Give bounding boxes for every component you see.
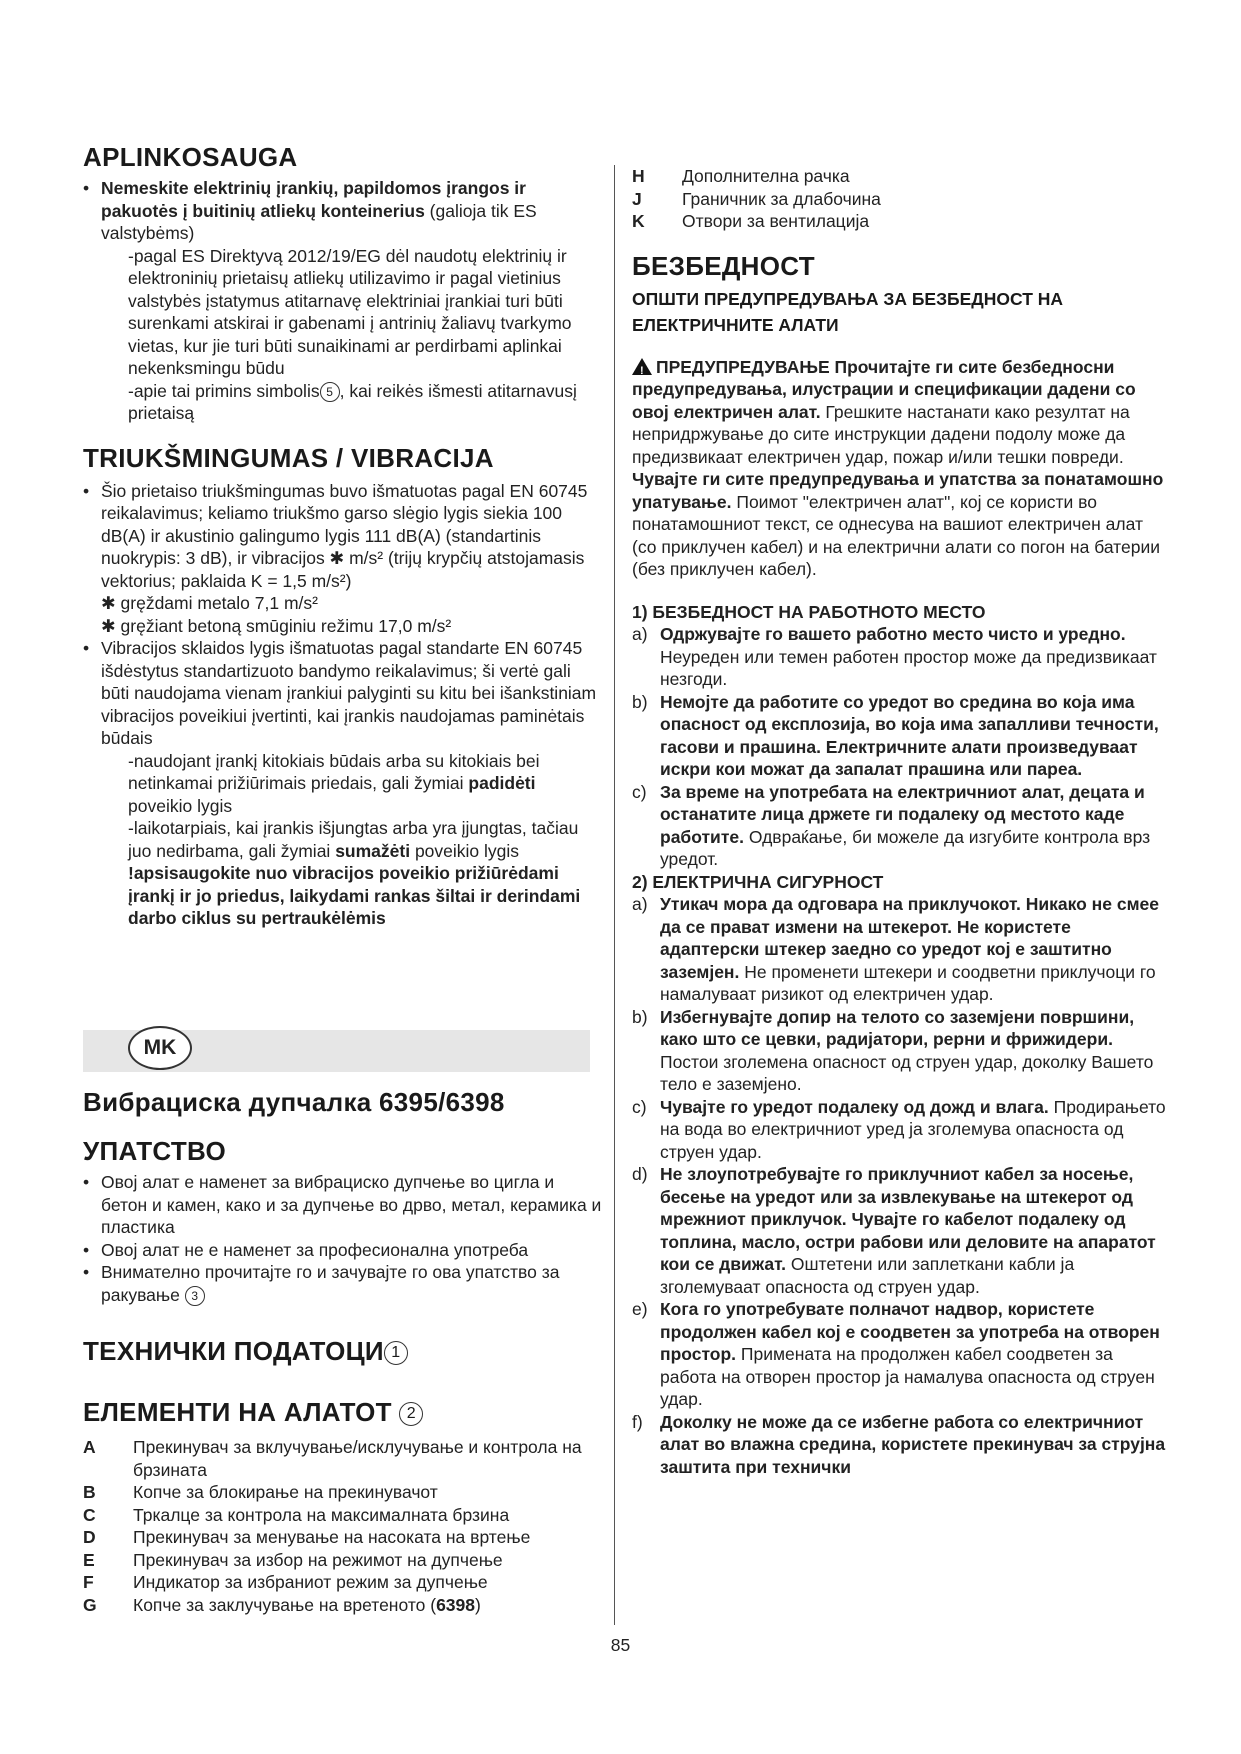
env-bullet (83, 177, 603, 245)
tech-title-text: ТЕХНИЧКИ ПОДАТОЦИ (83, 1336, 384, 1366)
rule-bold: Кога го употребувате полначот надвор, користете продолжен кабел кој е соодветен за употреба на отворен простор. (660, 1299, 1160, 1364)
list-item (632, 188, 1167, 211)
rule-bold: Доколку не може да се избегне работа со електричниот алат во влажна средина, користете прекинувач за струјна заштита при технички (660, 1411, 1166, 1477)
rule-2d (632, 1163, 1167, 1298)
product-title: Вибрациска дупчалка 6395/6398 (83, 1087, 505, 1117)
rule-text: Продирањето на вода во електричниот уред ја зголемува опасноста од струен удар. (660, 1096, 1166, 1162)
warning-text: Грешките настанати како резултат на непридржување до сите инструкции дадени подолу може да предизвикаат електричен удар, пожар и/или тешки повреди. (632, 401, 1130, 467)
manual-bullet-3 (83, 1261, 603, 1306)
element-label: Прекинувач за менување на насоката на вртење (133, 1527, 531, 1547)
rule-2c (632, 1096, 1167, 1164)
rule-2e (632, 1298, 1167, 1411)
section-2-heading: 2) ЕЛЕКТРИЧНА СИГУРНОСТ (632, 871, 884, 892)
rule-text: Одвраќање, би можеле да изгубите контрола врз уредот. (660, 826, 1151, 869)
rule-text: Примената на продолжен кабел соодветен за работа на отворен простор ја намалува опасноста од струен удар. (660, 1344, 1155, 1409)
list-item (632, 210, 1167, 233)
symbol-ref-5: 5 (320, 382, 340, 402)
list-item (83, 1526, 603, 1549)
safety-subtitle: ОПШТИ ПРЕДУПРЕДУВАЊА ЗА БЕЗБЕДНОСТ НА ЕЛЕКТРИЧНИТЕ АЛАТИ (632, 288, 1064, 335)
element-label: Тркалце за контрола на максималната брзина (133, 1504, 510, 1525)
noise-sub-3-bold: padidėti (468, 773, 536, 793)
env-sub2-text: -apie tai primins simbolis (128, 380, 320, 401)
element-key: J (632, 188, 642, 209)
list-item (632, 165, 1167, 188)
list-item (83, 1571, 603, 1594)
elements-title (83, 1397, 603, 1428)
warning-bold: ПРЕДУПРЕДУВАЊЕ Прочитајте ги сите безбедносни предупредувања, илустрации и спецификации дадени со овој електричен алат. (632, 356, 1136, 422)
rule-label: b) (632, 1006, 648, 1027)
language-badge: MK (128, 1026, 192, 1070)
element-label: Отвори за вентилација (682, 211, 870, 231)
manual-bullet-1: • Овој алат е наменет за вибрациско дупчење во цигла и бетон и камен, како и за дупчење во дрво, метал, керамика и пластика (83, 1171, 603, 1239)
rule-label: e) (632, 1299, 648, 1319)
rule-bold: За време на употребата на електричниот алат, децата и останатите лица држете ги подалеку од местото каде работите. (660, 781, 1145, 847)
figure-ref-3: 3 (185, 1286, 205, 1306)
element-key: A (83, 1437, 96, 1457)
element-key: D (83, 1527, 96, 1547)
warning-triangle-icon (632, 358, 652, 375)
list-item (83, 1549, 603, 1572)
rule-text: Не променети штекери и соодветни приклучоци го намалуваат ризикот од електричен удар. (660, 961, 1156, 1004)
env-sub2 (83, 380, 603, 425)
noise-bullet-2: • Vibracijos sklaidos lygis išmatuotas pagal standarte EN 60745 išdėstytus standartizuoto bandymo reikalavimus; ši vertė gali būti naudojama vienam įrankiui palyginti su kitu bei išankstiniam vibracijos poveikiui įvertinti, kai įrankis naudojamas paminėtais būdais (83, 637, 603, 750)
element-key: K (632, 211, 645, 231)
manual-bullet-3-text: Внимателно прочитајте го и зачувајте го ова упатство за ракување (101, 1262, 560, 1305)
noise-sub-4 (83, 817, 603, 862)
env-title: APLINKOSAUGA (83, 142, 298, 172)
element-label: Индикатор за избраниот режим за дупчење (133, 1572, 488, 1592)
rule-1b (632, 691, 1167, 781)
element-label: Дополнителна рачка (682, 166, 850, 186)
manual-title: УПАТСТВО (83, 1136, 226, 1166)
list-item (83, 1594, 603, 1617)
rule-bold: Одржувајте го вашето работно место чисто и уредно. (660, 624, 1126, 644)
element-key: C (83, 1504, 96, 1525)
section-1-heading: 1) БЕЗБЕДНОСТ НА РАБОТНОТО МЕСТО (632, 601, 986, 622)
element-label: Прекинувач за вклучување/исклучување и контрола на брзината (133, 1437, 582, 1480)
rule-label: a) (632, 894, 648, 914)
rule-1c (632, 781, 1167, 871)
element-label: Копче за блокирање на прекинувачот (133, 1482, 438, 1502)
rule-label: c) (632, 781, 647, 802)
general-warning (632, 356, 1167, 581)
rule-bold: Не злоупотребувајте го приклучниот кабел за носење, бесење на уредот или за извлекување на штекерот од мрежниот приклучок. Чувајте го кабелот подалеку од топлина, масло, остри рабови или деловите на апаратот кои се движат. (660, 1164, 1156, 1274)
rule-label: d) (632, 1164, 648, 1184)
rule-label: c) (632, 1096, 647, 1117)
figure-ref-1: 1 (384, 1341, 408, 1365)
noise-sub-3-text: -naudojant įrankį kitokiais būdais arba su kitokiais bei netinkamai prižiūrimais priedais, gali žymiai (128, 750, 540, 793)
env-bullet-bold: Nemeskite elektrinių įrankių, papildomos įrangos ir pakuotės į buitinių atliekų konteinerius (101, 178, 526, 221)
rule-bold: Избегнувајте допир на телото со заземјени површини, како што се цевки, радијатори, рерни и фрижидери. (660, 1006, 1135, 1049)
list-item (83, 1504, 603, 1527)
element-key: F (83, 1572, 94, 1592)
rule-bold: Утикач мора да одговара на приклучокот. Никако не смее да се прават измени на штекерот. Не користете адаптерски штекер заедно со уредот кој е заштитно заземјен. (660, 894, 1159, 982)
element-key: H (632, 166, 645, 186)
element-label: Копче за заклучување на вретеното ( (133, 1594, 437, 1615)
noise-sub-4-text-b: poveikio lygis (410, 840, 520, 861)
elements-list-cont (632, 165, 1167, 233)
right-column (632, 165, 1167, 1478)
elements-title-text: ЕЛЕМЕНТИ НА АЛАТОТ (83, 1397, 392, 1427)
elements-list (83, 1436, 603, 1616)
rule-2a (632, 893, 1167, 1006)
left-column-mk (83, 1087, 603, 1616)
element-label-bold: 6398 (436, 1594, 476, 1615)
element-label: Граничник за длабочина (682, 188, 881, 209)
page-number: 85 (610, 1635, 631, 1655)
noise-bullet-1: • Šio prietaiso triukšmingumas buvo išmatuotas pagal EN 60745 reikalavimus; keliamo triukšmo garso slėgio lygis siekia 100 dB(A) ir akustinio galingumo lygis 111 dB(A) (standartinis nuokrypis: 3 dB), ir vibracijos ✱ m/s² (trijų krypčių atstojamasis vektorius; paklaida K = 1,5 m/s²) (83, 480, 603, 593)
element-label: Прекинувач за избор на режимот на дупчење (133, 1549, 503, 1570)
env-sub2-text-b: , kai reikės išmesti atitarnavusį prietaisą (128, 380, 577, 423)
list-item (83, 1436, 603, 1481)
warning-bold-2: Чувајте ги сите предупредувања и упатства за понатамошно упатување. (632, 469, 1164, 512)
rule-label: b) (632, 691, 648, 712)
rule-bold: Немојте да работите со уредот во средина во која има опасност од експлозија, во која има запалливи течности, гасови и прашина. Електричните алати произведуваат искри кои можат да запалат прашина или пареа. (660, 691, 1159, 779)
rule-text: Неуреден или темен работен простор може да предизвикаат незгоди. (660, 646, 1157, 689)
left-column (83, 142, 603, 930)
noise-sub-3 (83, 750, 603, 818)
element-label-close: ) (475, 1594, 481, 1615)
noise-sub-3-text-b: poveikio lygis (128, 795, 233, 816)
list-item (83, 1481, 603, 1504)
rule-2f (632, 1411, 1167, 1479)
element-key: G (83, 1594, 97, 1615)
tech-title (83, 1336, 603, 1367)
noise-sub-2: ✱ gręžiant betoną smūginiu režimu 17,0 m/s² (101, 615, 452, 636)
rule-label: f) (632, 1411, 643, 1432)
language-band (83, 1030, 590, 1072)
rule-bold: Чувајте го уредот подалеку од дожд и влага. (660, 1096, 1049, 1117)
rule-2b (632, 1006, 1167, 1096)
safety-title: БЕЗБЕДНОСТ (632, 250, 815, 281)
noise-title: TRIUKŠMINGUMAS / VIBRACIJA (83, 442, 494, 473)
env-bullet-rest: (galioja tik ES valstybėms) (101, 200, 537, 243)
rule-text: Постои зголемена опасност од струен удар, доколку Вашето тело е заземјено. (660, 1051, 1154, 1094)
manual-bullet-2: • Овој алат не е наменет за професионална употреба (83, 1239, 603, 1262)
vibration-warning: !apsisaugokite nuo vibracijos poveikio prižiūrėdami įrankį ir jo priedus, laikydami rankas šiltai ir derindami darbo ciklus su pertraukėlėmis (128, 863, 581, 928)
rule-1a (632, 623, 1167, 691)
rule-label: a) (632, 624, 648, 644)
noise-sub-4-text: -laikotarpiais, kai įrankis išjungtas arba yra įjungtas, tačiau juo nedirbama, gali žymiai (128, 818, 579, 861)
rule-text: Оштетени или заплеткани кабли ја зголемуваат опасноста од струен удар. (660, 1254, 1075, 1297)
element-key: E (83, 1549, 95, 1570)
column-divider (614, 165, 615, 1625)
element-key: B (83, 1482, 96, 1502)
noise-sub-4-bold: sumažėti (335, 840, 411, 861)
env-sub1: -pagal ES Direktyvą 2012/19/EG dėl naudotų elektrinių ir elektroninių prietaisų atliekų utilizavimo ir pagal vietinius valstybės įstatymus atitarnavę elektriniai įrankiai turi būti surenkami atskirai ir gabenami į antrinių žaliavų tvarkymo vietas, kur jie turi būti sunaikinami ar perdirbami aplinkai nekenksmingu būdu (128, 245, 572, 378)
warning-text-2: Поимот "електричен алат", кој се користи во понатамошниот текст, се однесува на вашиот електричен алат (со приклучен кабел) и на електрични алати со погон на батерии (без приклучен кабел). (632, 491, 1160, 579)
noise-sub-1: ✱ gręždami metalo 7,1 m/s² (101, 593, 318, 613)
figure-ref-2: 2 (399, 1402, 423, 1426)
